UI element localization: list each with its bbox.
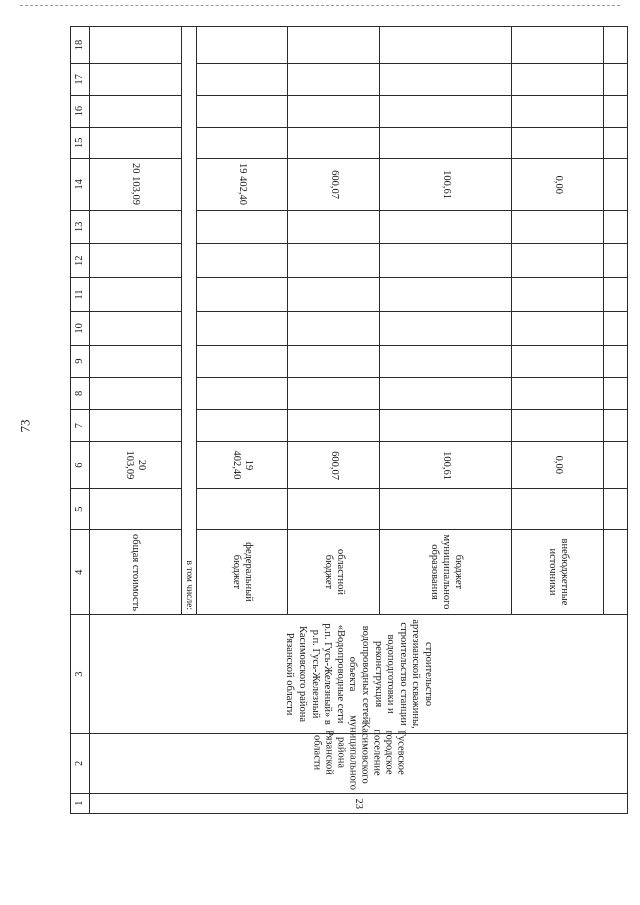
empty-cell xyxy=(379,27,511,64)
row-number-cell xyxy=(90,793,628,813)
empty-cell xyxy=(512,489,604,530)
empty-cell xyxy=(90,311,182,345)
empty-cell xyxy=(288,127,380,159)
empty-cell xyxy=(288,27,380,64)
empty-cell xyxy=(604,159,628,210)
empty-cell xyxy=(196,95,288,127)
including-label: в том числе: xyxy=(184,560,195,611)
empty-cell xyxy=(379,127,511,159)
funding-source-extrabudgetary: внебюджетные источники xyxy=(512,530,604,615)
empty-cell xyxy=(512,127,604,159)
settlement-name: Гусевское городское поселение Касимовского муниципального района Рязанской области xyxy=(311,714,407,790)
empty-cell xyxy=(379,278,511,312)
col-header-16: 16 xyxy=(71,95,90,127)
empty-cell xyxy=(604,127,628,159)
funding-source-total: общая стоимость xyxy=(90,530,182,615)
empty-cell xyxy=(288,311,380,345)
empty-cell xyxy=(604,95,628,127)
col-header-7: 7 xyxy=(71,410,90,442)
empty-cell xyxy=(379,410,511,442)
value-cell: 100,61 xyxy=(379,159,511,210)
value-cell: 20 103,09 xyxy=(90,159,182,210)
value-cell: 0,00 xyxy=(512,442,604,489)
col-header-17: 17 xyxy=(71,63,90,95)
empty-cell xyxy=(604,27,628,64)
empty-cell xyxy=(604,63,628,95)
empty-cell xyxy=(604,244,628,278)
empty-cell xyxy=(512,311,604,345)
empty-cell xyxy=(90,27,182,64)
empty-cell xyxy=(512,244,604,278)
empty-cell xyxy=(90,127,182,159)
value-cell: 20 103,09 xyxy=(90,442,182,489)
rotated-table xyxy=(70,26,628,814)
empty-cell xyxy=(512,345,604,377)
col-header-5: 5 xyxy=(71,489,90,530)
col-header-8: 8 xyxy=(71,377,90,410)
empty-cell xyxy=(90,63,182,95)
col-header-12: 12 xyxy=(71,244,90,278)
empty-cell xyxy=(288,345,380,377)
empty-cell xyxy=(379,244,511,278)
value-cell: 19 402,40 xyxy=(196,442,288,489)
header-row xyxy=(71,27,90,814)
page-number: 73 xyxy=(17,419,33,433)
empty-cell xyxy=(90,244,182,278)
funding-source-regional: областной бюджет xyxy=(288,530,380,615)
empty-cell xyxy=(288,278,380,312)
empty-cell xyxy=(379,311,511,345)
settlement-cell xyxy=(90,714,628,793)
empty-cell xyxy=(90,278,182,312)
table-row xyxy=(90,27,182,814)
empty-cell xyxy=(379,489,511,530)
empty-cell xyxy=(604,377,628,410)
empty-cell xyxy=(196,210,288,244)
empty-cell xyxy=(512,63,604,95)
col-header-14: 14 xyxy=(71,159,90,210)
value-cell: 600,07 xyxy=(288,159,380,210)
empty-cell xyxy=(604,489,628,530)
empty-cell xyxy=(90,95,182,127)
empty-cell xyxy=(288,63,380,95)
including-label-cell xyxy=(181,27,196,615)
empty-cell xyxy=(604,442,628,489)
empty-cell xyxy=(604,345,628,377)
empty-cell xyxy=(288,95,380,127)
value-cell: 100,61 xyxy=(379,442,511,489)
empty-cell xyxy=(288,410,380,442)
value-cell: 19 402,40 xyxy=(196,159,288,210)
empty-cell xyxy=(512,27,604,64)
empty-cell xyxy=(196,244,288,278)
empty-cell xyxy=(90,489,182,530)
empty-cell xyxy=(90,345,182,377)
empty-cell xyxy=(196,63,288,95)
col-header-1: 1 xyxy=(71,793,90,813)
empty-cell xyxy=(604,410,628,442)
empty-cell xyxy=(379,210,511,244)
col-header-15: 15 xyxy=(71,127,90,159)
col-header-9: 9 xyxy=(71,345,90,377)
empty-cell xyxy=(512,377,604,410)
value-cell: 0,00 xyxy=(512,159,604,210)
row-number: 23 xyxy=(353,798,365,809)
empty-cell xyxy=(379,345,511,377)
empty-cell xyxy=(604,278,628,312)
scan-edge-line xyxy=(20,5,620,6)
empty-cell xyxy=(288,210,380,244)
empty-cell xyxy=(604,530,628,615)
empty-cell xyxy=(288,489,380,530)
empty-cell xyxy=(512,95,604,127)
funding-source-federal: федеральный бюджет xyxy=(196,530,288,615)
col-header-11: 11 xyxy=(71,278,90,312)
empty-cell xyxy=(512,210,604,244)
table-wrapper xyxy=(70,26,628,814)
empty-cell xyxy=(196,377,288,410)
col-header-2: 2 xyxy=(71,734,90,793)
empty-cell xyxy=(196,127,288,159)
empty-cell xyxy=(196,345,288,377)
empty-cell xyxy=(379,63,511,95)
empty-cell xyxy=(379,377,511,410)
col-header-13: 13 xyxy=(71,210,90,244)
empty-cell xyxy=(604,311,628,345)
empty-cell xyxy=(512,278,604,312)
col-header-10: 10 xyxy=(71,311,90,345)
empty-cell xyxy=(90,377,182,410)
empty-cell xyxy=(379,95,511,127)
empty-cell xyxy=(90,410,182,442)
empty-cell xyxy=(288,244,380,278)
empty-cell xyxy=(90,210,182,244)
empty-cell xyxy=(196,27,288,64)
empty-cell xyxy=(604,210,628,244)
object-cell xyxy=(90,615,628,734)
col-header-4: 4 xyxy=(71,530,90,615)
funding-source-municipal: бюджет муниципального образования xyxy=(379,530,511,615)
empty-cell xyxy=(196,278,288,312)
empty-cell xyxy=(512,410,604,442)
object-description: строительство артезианской скважины, строительство станции водоподготовки и реконструкция водопроводных сетей объекта «Водопроводные сети р.п. Гусь-Железный» в р.п. Гусь-Железный Касимовского района Рязанской области xyxy=(284,619,435,729)
empty-cell xyxy=(196,311,288,345)
empty-cell xyxy=(288,377,380,410)
col-header-18: 18 xyxy=(71,27,90,64)
empty-cell xyxy=(196,410,288,442)
value-cell: 600,07 xyxy=(288,442,380,489)
col-header-6: 6 xyxy=(71,442,90,489)
col-header-3: 3 xyxy=(71,615,90,734)
investment-table xyxy=(70,26,628,814)
empty-cell xyxy=(196,489,288,530)
